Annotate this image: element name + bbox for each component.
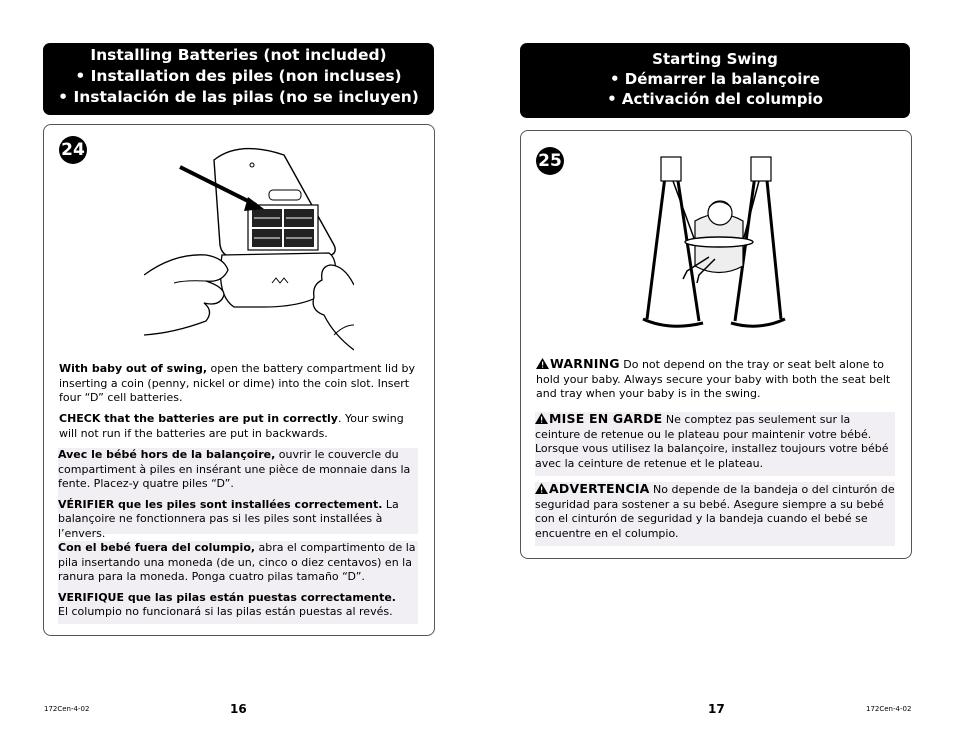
instruction-en-1-text: open the battery compartment lid by inserting a coin (penny, nickel or dime) into the coin slot. Insert four “D” cell batteries. <box>59 362 416 405</box>
instruction-es-2-text: El columpio no funcionará si las pilas están puestas al revés. <box>58 605 393 619</box>
header-title-fr: • Démarrer la balançoire <box>610 70 820 88</box>
warning-es <box>535 482 895 546</box>
header-title-fr: • Installation des piles (non incluses) <box>75 67 402 85</box>
instructions-en-2 <box>59 412 419 441</box>
swing-with-baby-illustration <box>639 151 791 341</box>
warning-fr-text: Ne comptez pas seulement sur la ceinture de retenue ou le plateau pour maintenir votre bébé. Lorsque vous utilisez la balançoire, installez toujours votre bébé avec la ceinture de retenue et le plateau. <box>535 413 889 470</box>
instruction-es-1-bold: Con el bebé fuera del columpio, <box>58 541 256 554</box>
instruction-fr-2-bold: VÉRIFIER que les piles sont installées correctement. <box>58 497 383 511</box>
page-number-left: 16 <box>230 702 247 716</box>
warning-triangle-icon <box>535 483 548 494</box>
instructions-fr-1 <box>58 448 418 492</box>
step-number-badge: 25 <box>536 147 564 175</box>
warning-en <box>536 357 896 402</box>
right-section-header <box>520 43 910 118</box>
warning-triangle-icon <box>536 358 549 369</box>
instructions-en-1 <box>59 362 419 406</box>
instructions-fr-block <box>58 448 418 540</box>
warning-en-label: WARNING <box>550 356 620 371</box>
warning-fr <box>535 412 895 476</box>
warning-es-text: No depende de la bandeja o del cinturón de seguridad para sostener a su bebé. Asegure siempre a su bebé con el cinturón de seguridad y la bandeja cuando el bebé se encuentre en el columpio. <box>535 483 895 540</box>
instruction-en-2-bold: CHECK that the batteries are put in correctly <box>59 412 338 425</box>
header-title-es: • Activación del columpio <box>607 90 823 108</box>
instruction-en-2-text: . Your swing will not run if the batteries are put in backwards. <box>59 412 404 440</box>
step-25-panel <box>520 130 912 559</box>
instructions-es-block <box>58 541 418 624</box>
warning-triangle-icon <box>535 413 548 424</box>
instruction-es-1-text: abra el compartimento de la pila insertando una moneda (de un, cinco o diez centavos) en la ranura para la moneda. Ponga cuatro pilas tamaño “D”. <box>58 541 416 584</box>
instruction-fr-1-text: ouvrir le couvercle du compartiment à piles en insérant une pièce de monnaie dans la fente. Placez-y quatre piles “D”. <box>58 448 411 491</box>
footer-code-right: 172Cen-4-02 <box>866 705 912 713</box>
header-title-es: • Instalación de las pilas (no se incluyen) <box>58 88 419 106</box>
instruction-en-1-bold: With baby out of swing, <box>59 362 208 375</box>
warning-en-text: Do not depend on the tray or seat belt alone to hold your baby. Always secure your baby with both the seat belt and tray when your baby is in the swing. <box>536 358 891 401</box>
header-title-en: Installing Batteries (not included) <box>90 46 387 64</box>
instructions-fr-2 <box>58 498 418 542</box>
step-24-panel <box>43 124 435 636</box>
instructions-es-1 <box>58 541 418 585</box>
warning-es-label: ADVERTENCIA <box>549 481 650 496</box>
instruction-fr-2-text: La balançoire ne fonctionnera pas si les piles sont installées à l’envers. <box>58 497 399 540</box>
warning-fr-label: MISE EN GARDE <box>549 411 663 426</box>
instructions-es-2 <box>58 591 418 620</box>
footer-code-left: 172Cen-4-02 <box>44 705 90 713</box>
instruction-fr-1-bold: Avec le bébé hors de la balançoire, <box>58 448 276 461</box>
header-title-en: Starting Swing <box>652 50 778 68</box>
step-number-badge: 24 <box>59 136 87 164</box>
battery-compartment-illustration <box>144 135 354 355</box>
page-number-right: 17 <box>708 702 725 716</box>
left-section-header <box>43 43 434 115</box>
instruction-es-2-bold: VERIFIQUE que las pilas están puestas correctamente. <box>58 590 396 604</box>
